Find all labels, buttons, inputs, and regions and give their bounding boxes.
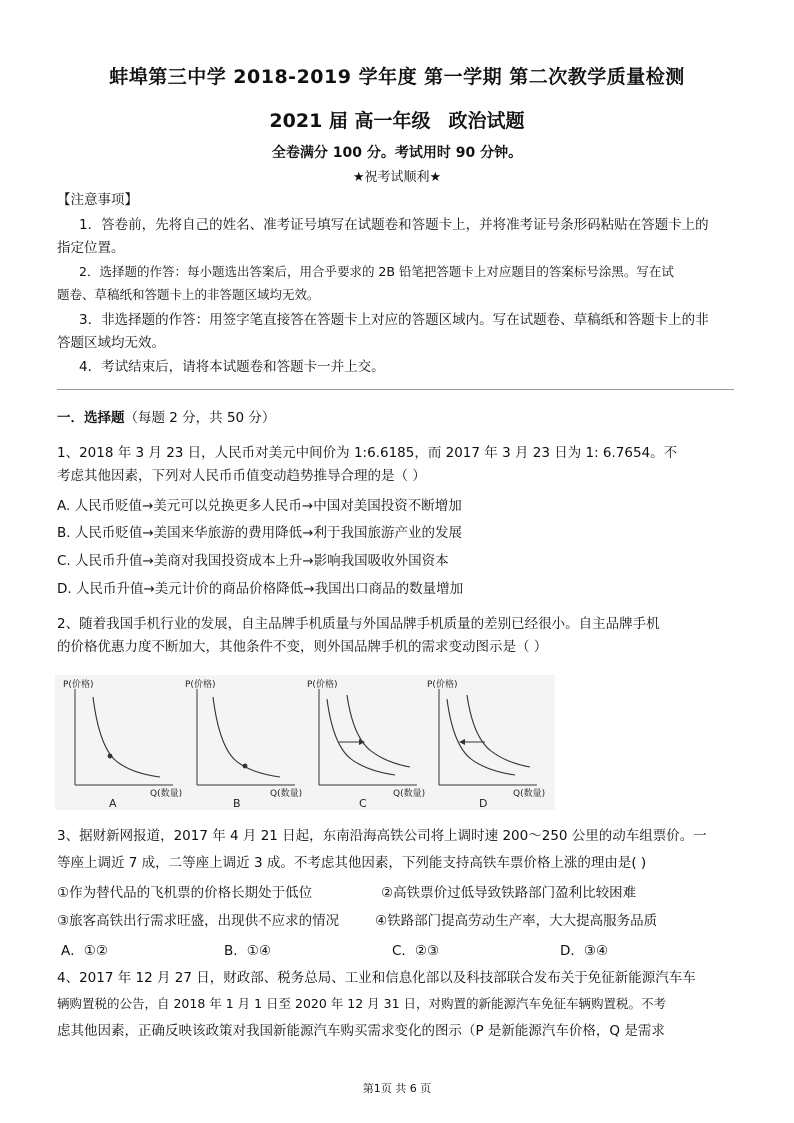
notice-heading: 【注意事项】: [57, 192, 138, 208]
notice-item-1b: 指定位置。: [57, 240, 125, 256]
q2-demand-graphs: [55, 675, 555, 810]
q3-option-a: A．①②: [61, 943, 108, 959]
q1-option-b: B. 人民币贬值→美国来华旅游的费用降低→利于我国旅游产业的发展: [57, 525, 462, 541]
good-luck-line: ★祝考试顺利★: [352, 170, 442, 185]
q3-statement-1: ①作为替代品的飞机票的价格长期处于低位: [57, 885, 313, 901]
exam-title: 蚌埠第三中学 2018-2019 学年度 第一学期 第二次教学质量检测: [109, 66, 685, 88]
section-scoring: （每题 2 分，共 50 分）: [124, 410, 276, 426]
graph-a-point: [108, 754, 113, 759]
q3-statement-3: ③旅客高铁出行需求旺盛，出现供不应求的情况: [57, 913, 340, 929]
notice-item-2b: 题卷、草稿纸和答题卡上的非答题区域均无效。: [57, 287, 320, 302]
q3-statement-2: ②高铁票价过低导致铁路部门盈利比较困难: [381, 885, 637, 901]
graph-c-y-label: P(价格): [307, 680, 338, 690]
graph-d-y-label: P(价格): [427, 680, 458, 690]
graph-a-letter: A: [109, 797, 117, 810]
graph-b-point: [243, 764, 248, 769]
q1-option-a: A. 人民币贬值→美元可以兑换更多人民币→中国对美国投资不断增加: [57, 498, 462, 514]
page-footer: 第1页 共 6 页: [362, 1082, 432, 1095]
graph-c-letter: C: [359, 797, 367, 810]
notice-item-1a: 1．答卷前，先将自己的姓名、准考证号填写在试题卷和答题卡上，并将准考证号条形码粘贴在答题卡上的: [79, 217, 709, 233]
exam-subtitle: [0, 106, 794, 133]
q3-option-d: D．③④: [560, 943, 609, 959]
q3-option-b: B．①④: [224, 943, 271, 959]
q3-option-c: C．②③: [392, 943, 440, 959]
divider: [57, 389, 734, 390]
grade-label: 2021 届 高一年级: [269, 110, 431, 132]
q2-stem-a: 2、随着我国手机行业的发展，自主品牌手机质量与外国品牌手机质量的差别已经很小。自主品牌手机: [57, 616, 660, 632]
graph-d-x-label: Q(数量): [513, 789, 546, 799]
q4-stem-a: 4、2017 年 12 月 27 日，财政部、税务总局、工业和信息化部以及科技部联合发布关于免征新能源汽车车: [57, 970, 696, 986]
q3-stem-a: 3、据财新网报道，2017 年 4 月 21 日起，东南沿海高铁公司将上调时速 200～250 公里的动车组票价。一: [57, 828, 707, 844]
graph-a-x-label: Q(数量): [150, 789, 183, 799]
graph-a-y-label: P(价格): [63, 680, 94, 690]
section-heading: [57, 408, 747, 428]
notice-item-4: 4．考试结束后，请将本试题卷和答题卡一并上交。: [79, 359, 385, 375]
q3-stem-b: 等座上调近 7 成，二等座上调近 3 成。不考虑其他因素，下列能支持高铁车票价格上涨的理由是( ): [57, 855, 647, 871]
score-time-info: 全卷满分 100 分。考试用时 90 分钟。: [271, 145, 523, 161]
notice-item-3b: 答题区域均无效。: [57, 335, 165, 351]
notice-item-2a: 2．选择题的作答：每小题选出答案后，用合乎要求的 2B 铅笔把答题卡上对应题目的答案标号涂黑。写在试: [79, 264, 674, 279]
q4-stem-c: 虑其他因素，正确反映该政策对我国新能源汽车购买需求变化的图示（P 是新能源汽车价格，Q 是需求: [57, 1023, 665, 1039]
subject-label: 政治试题: [448, 110, 525, 132]
q1-stem-a: 1、2018 年 3 月 23 日，人民币对美元中间价为 1:6.6185，而 2017 年 3 月 23 日为 1: 6.7654。不: [57, 445, 678, 461]
q1-option-c: C. 人民币升值→美商对我国投资成本上升→影响我国吸收外国资本: [57, 553, 449, 569]
graph-b-letter: B: [233, 797, 241, 810]
section-title: 一．选择题: [57, 410, 125, 426]
graph-b-y-label: P(价格): [185, 680, 216, 690]
q4-stem-b: 辆购置税的公告，自 2018 年 1 月 1 日至 2020 年 12 月 31 日，对购置的新能源汽车免征车辆购置税。不考: [57, 996, 667, 1011]
graph-b-x-label: Q(数量): [270, 789, 303, 799]
q1-stem-b: 考虑其他因素，下列对人民币币值变动趋势推导合理的是（ ）: [57, 468, 426, 484]
q2-stem-b: 的价格优惠力度不断加大，其他条件不变，则外国品牌手机的需求变动图示是（ ）: [57, 639, 548, 655]
q1-option-d: D. 人民币升值→美元计价的商品价格降低→我国出口商品的数量增加: [57, 581, 464, 597]
q3-statement-4: ④铁路部门提高劳动生产率，大大提高服务品质: [375, 913, 658, 929]
notice-item-3a: 3．非选择题的作答：用签字笔直接答在答题卡上对应的答题区域内。写在试题卷、草稿纸和答题卡上的非: [79, 312, 709, 328]
graph-d-letter: D: [479, 797, 488, 810]
graph-c-x-label: Q(数量): [393, 789, 426, 799]
